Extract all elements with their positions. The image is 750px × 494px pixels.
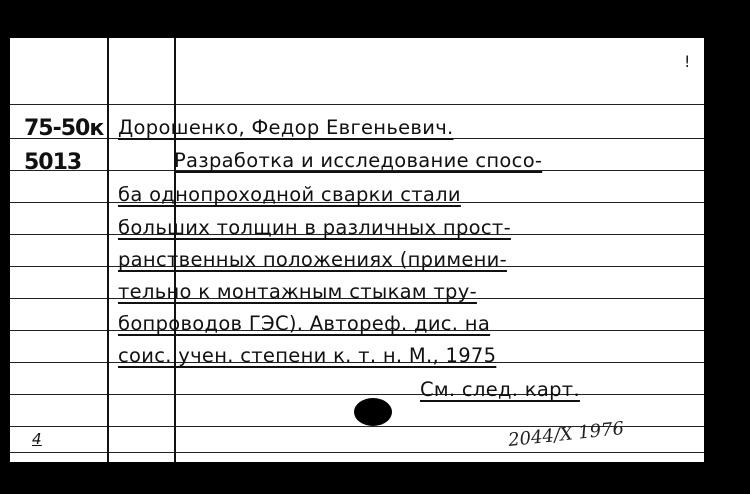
rule-line (10, 394, 704, 395)
rule-line (10, 452, 704, 453)
handwritten-signature: 2044/X 1976 (507, 417, 625, 452)
title-line-2: ба однопроходной сварки стали (118, 183, 461, 206)
see-next-card: См. след. карт. (420, 378, 580, 401)
title-line-5: тельно к монтажным стыкам тру- (118, 280, 477, 303)
corner-mark: ! (684, 52, 691, 71)
imprint-line: соис. учен. степени к. т. н. М., 1975 (118, 344, 497, 367)
footer-number: 4 (32, 430, 42, 448)
title-line-4: ранственных положениях (примени- (118, 248, 507, 271)
call-number-bottom: 5013 (24, 150, 82, 175)
rule-line (10, 104, 704, 105)
punch-hole (354, 398, 392, 426)
call-number-top: 75-50к (24, 116, 104, 141)
title-line-6: бопроводов ГЭС). Автореф. дис. на (118, 312, 491, 335)
title-line-3: больших толщин в различных прост- (118, 216, 511, 239)
author-line: Дорошенко, Федор Евгеньевич. (118, 116, 454, 139)
margin-line-left (107, 38, 109, 462)
catalog-card (10, 38, 704, 462)
title-line-1: Разработка и исследование спосо- (174, 149, 543, 172)
